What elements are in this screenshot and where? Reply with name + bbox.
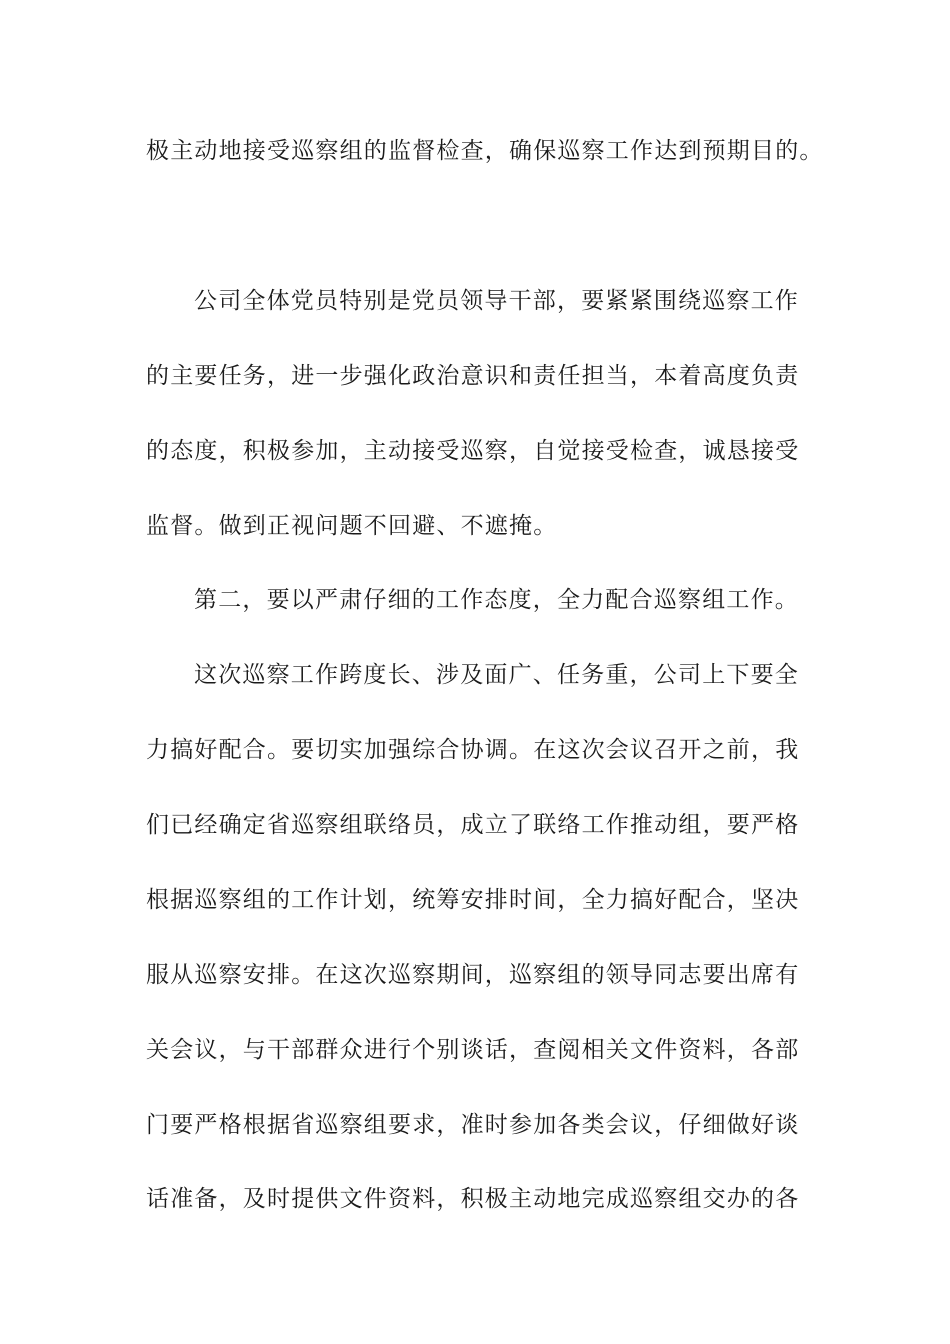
text-line: 极主动地接受巡察组的监督检查，确保巡察工作达到预期目的。 [146, 138, 824, 164]
paragraph-first-line: 这次巡察工作跨度长、涉及面广、任务重，公司上下要全 [194, 662, 799, 688]
text-line: 力搞好配合。要切实加强综合协调。在这次会议召开之前，我 [146, 737, 800, 763]
text-line: 的主要任务，进一步强化政治意识和责任担当，本着高度负责 [146, 363, 800, 389]
section-heading: 第二，要以严肃仔细的工作态度，全力配合巡察组工作。 [194, 587, 799, 613]
text-line: 门要严格根据省巡察组要求，准时参加各类会议，仔细做好谈 [146, 1112, 800, 1138]
text-line: 监督。做到正视问题不回避、不遮掩。 [146, 513, 558, 539]
text-line: 话准备，及时提供文件资料，积极主动地完成巡察组交办的各 [146, 1186, 800, 1212]
text-line: 服从巡察安排。在这次巡察期间，巡察组的领导同志要出席有 [146, 962, 800, 988]
text-line: 关会议，与干部群众进行个别谈话，查阅相关文件资料，各部 [146, 1037, 800, 1063]
text-line: 的态度，积极参加，主动接受巡察，自觉接受检查，诚恳接受 [146, 438, 800, 464]
text-line: 根据巡察组的工作计划，统筹安排时间，全力搞好配合，坚决 [146, 887, 800, 913]
text-line: 们已经确定省巡察组联络员，成立了联络工作推动组，要严格 [146, 812, 800, 838]
paragraph-first-line: 公司全体党员特别是党员领导干部，要紧紧围绕巡察工作 [194, 288, 799, 314]
